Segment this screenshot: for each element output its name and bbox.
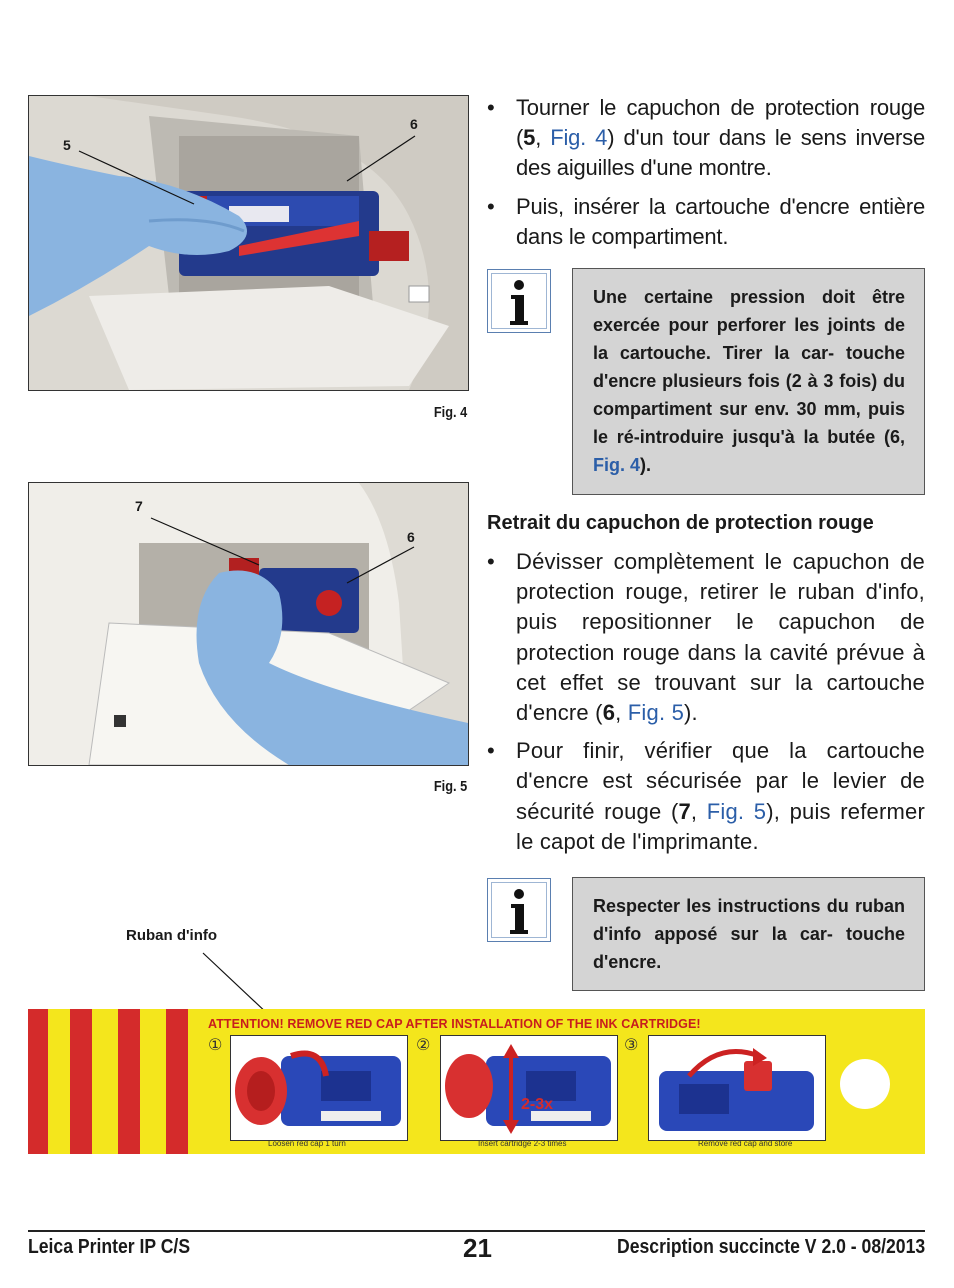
- figure-4-photo: [28, 95, 469, 391]
- info-i-icon: [487, 269, 551, 333]
- step-3-panel: [648, 1035, 826, 1141]
- step-2-caption: Insert cartridge 2-3 times: [478, 1139, 567, 1148]
- step-2-number: ②: [416, 1037, 431, 1054]
- ribbon-title: ATTENTION! REMOVE RED CAP AFTER INSTALLATION OF THE INK CARTRIDGE!: [208, 1017, 701, 1031]
- section-title: Retrait du capuchon de protection rouge: [487, 512, 874, 534]
- cartridge-store-icon: [649, 1036, 825, 1140]
- figure-5-photo: [28, 482, 469, 766]
- bullet-item: • Tourner le capuchon de protection rouge (5, Fig. 4) d'un tour dans le sens inverse des aiguilles d'une montre.: [487, 95, 925, 181]
- footer-divider: [28, 1230, 925, 1232]
- fig5-link[interactable]: Fig. 5: [627, 700, 685, 726]
- fig5-caption: Fig. 5: [433, 778, 467, 795]
- step-1-panel: [230, 1035, 408, 1141]
- fig5-callout-7: 7: [135, 498, 143, 514]
- note-ribbon: Respecter les instructions du ruban d'info apposé sur la car- touche d'encre.: [572, 877, 925, 991]
- step-1-number: ①: [208, 1037, 223, 1054]
- ribbon-label: Ruban d'info: [126, 927, 218, 944]
- fig4-link[interactable]: Fig. 4: [593, 455, 641, 475]
- fig4-caption: Fig. 4: [433, 404, 467, 421]
- step-1-caption: Loosen red cap 1 turn: [268, 1139, 346, 1148]
- page-number: 21: [463, 1233, 492, 1263]
- fig4-callout-6: 6: [410, 116, 418, 132]
- bullet-item: • Pour finir, vérifier que la cartouche d'encre est sécurisée par le levier de sécurité rouge (7, Fig. 5), puis refermer le capot de l'imprimante.: [487, 738, 925, 854]
- ribbon-red-stripes: [28, 1009, 208, 1154]
- step-3-caption: Remove red cap and store: [698, 1139, 793, 1148]
- step-2-badge: 2-3x: [521, 1096, 554, 1113]
- ribbon-hole: [840, 1059, 890, 1109]
- cartridge-insert-icon: [441, 1036, 617, 1140]
- cartridge-insertion-illustration: [29, 96, 468, 390]
- instructions-top: [485, 93, 925, 260]
- bullet-item: • Dévisser complètement le capuchon de protection rouge, retirer le ruban d'info, puis repositionner le capuchon de protection rouge dans la cavité prévue à cet effet se trouvant sur la cartouche d'encre (6, Fig. 5).: [487, 549, 925, 726]
- info-ribbon: [28, 1009, 925, 1154]
- cartridge-cap-icon: [231, 1036, 407, 1140]
- note-pressure: Une certaine pression doit être exercée pour perforer les joints de la cartouche. Tirer la car- touche d'encre plusieurs fois (2 à 3 fois) du compartiment sur env. 30 mm, puis le ré-introduire jusqu'à la butée (6, Fig. 4).: [572, 268, 925, 495]
- step-2-panel: [440, 1035, 618, 1141]
- info-i-icon: [487, 878, 551, 942]
- bullet-item: • Puis, insérer la cartouche d'encre entière dans le compartiment.: [487, 193, 925, 249]
- step-3-number: ③: [624, 1037, 639, 1054]
- fig4-link[interactable]: Fig. 4: [550, 125, 608, 151]
- footer-product: Leica Printer IP C/S: [28, 1236, 191, 1258]
- fig5-callout-6: 6: [407, 529, 415, 545]
- footer-doc-version: Description succincte V 2.0 - 08/2013: [616, 1236, 925, 1258]
- fig4-callout-5: 5: [63, 137, 71, 153]
- cartridge-lock-illustration: [29, 483, 468, 765]
- fig5-link[interactable]: Fig. 5: [706, 798, 767, 824]
- instructions-bottom: [485, 547, 925, 865]
